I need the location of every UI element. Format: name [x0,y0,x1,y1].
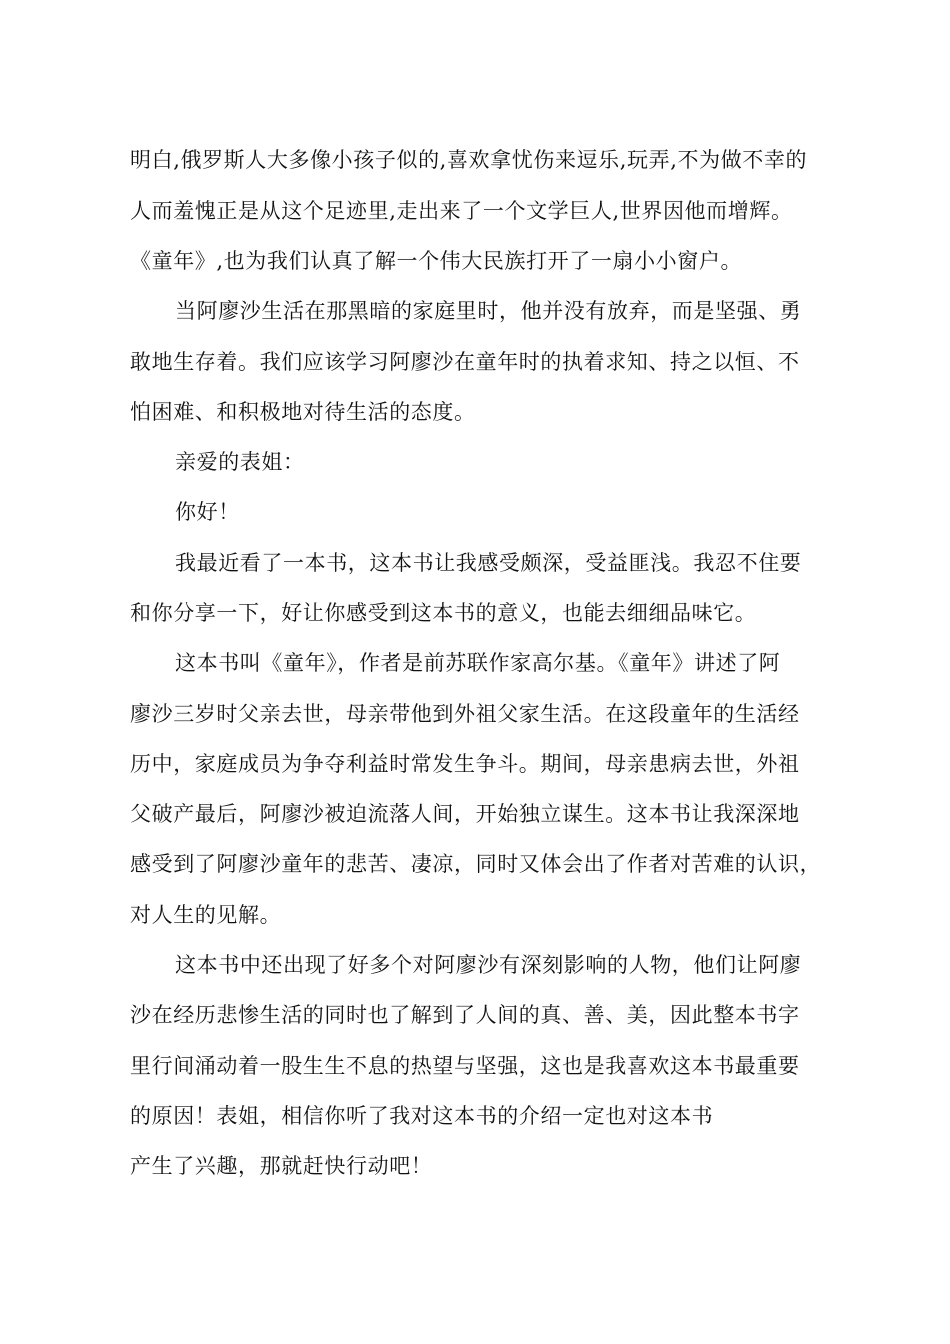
text-line: 对人生的见解。 [130,903,282,927]
greeting: 你好！ [175,500,240,524]
text-line: 人而羞愧正是从这个足迹里,走出来了一个文学巨人,世界因他而增辉。 [130,199,793,223]
text-line: 产生了兴趣，那就赶快行动吧！ [130,1154,433,1178]
text-line: 当阿廖沙生活在那黑暗的家庭里时，他并没有放弃，而是坚强、勇 [175,299,802,323]
text-line: 怕困难、和积极地对待生活的态度。 [130,400,476,424]
text-line: 感受到了阿廖沙童年的悲苦、凄凉，同时又体会出了作者对苦难的认识， [130,852,822,876]
text-line: 《童年》,也为我们认真了解一个伟大民族打开了一扇小小窗户。 [130,249,743,273]
text-line: 廖沙三岁时父亲去世，母亲带他到外祖父家生活。在这段童年的生活经 [130,702,800,726]
text-line: 这本书中还出现了好多个对阿廖沙有深刻影响的人物，他们让阿廖 [175,953,802,977]
text-line: 我最近看了一本书，这本书让我感受颇深，受益匪浅。我忍不住要 [175,551,802,575]
text-line: 沙在经历悲惨生活的同时也了解到了人间的真、善、美，因此整本书字 [130,1003,800,1027]
text-line: 历中，家庭成员为争夺利益时常发生争斗。期间，母亲患病去世，外祖 [130,752,800,776]
text-line: 父破产最后，阿廖沙被迫流落人间，开始独立谋生。这本书让我深深地 [130,802,800,826]
text-line: 和你分享一下，好让你感受到这本书的意义，也能去细细品味它。 [130,601,757,625]
text-line: 这本书叫《童年》，作者是前苏联作家高尔基。《童年》讲述了阿 [175,651,781,675]
text-line: 敢地生存着。我们应该学习阿廖沙在童年时的执着求知、持之以恒、不 [130,350,800,374]
text-line: 的原因！表姐，相信你听了我对这本书的介绍一定也对这本书 [130,1104,714,1128]
text-line: 明白,俄罗斯人大多像小孩子似的,喜欢拿忧伤来逗乐,玩弄,不为做不幸的 [130,148,808,172]
text-line: 里行间涌动着一股生生不息的热望与坚强，这也是我喜欢这本书最重要 [130,1054,800,1078]
salutation: 亲爱的表姐： [175,450,305,474]
